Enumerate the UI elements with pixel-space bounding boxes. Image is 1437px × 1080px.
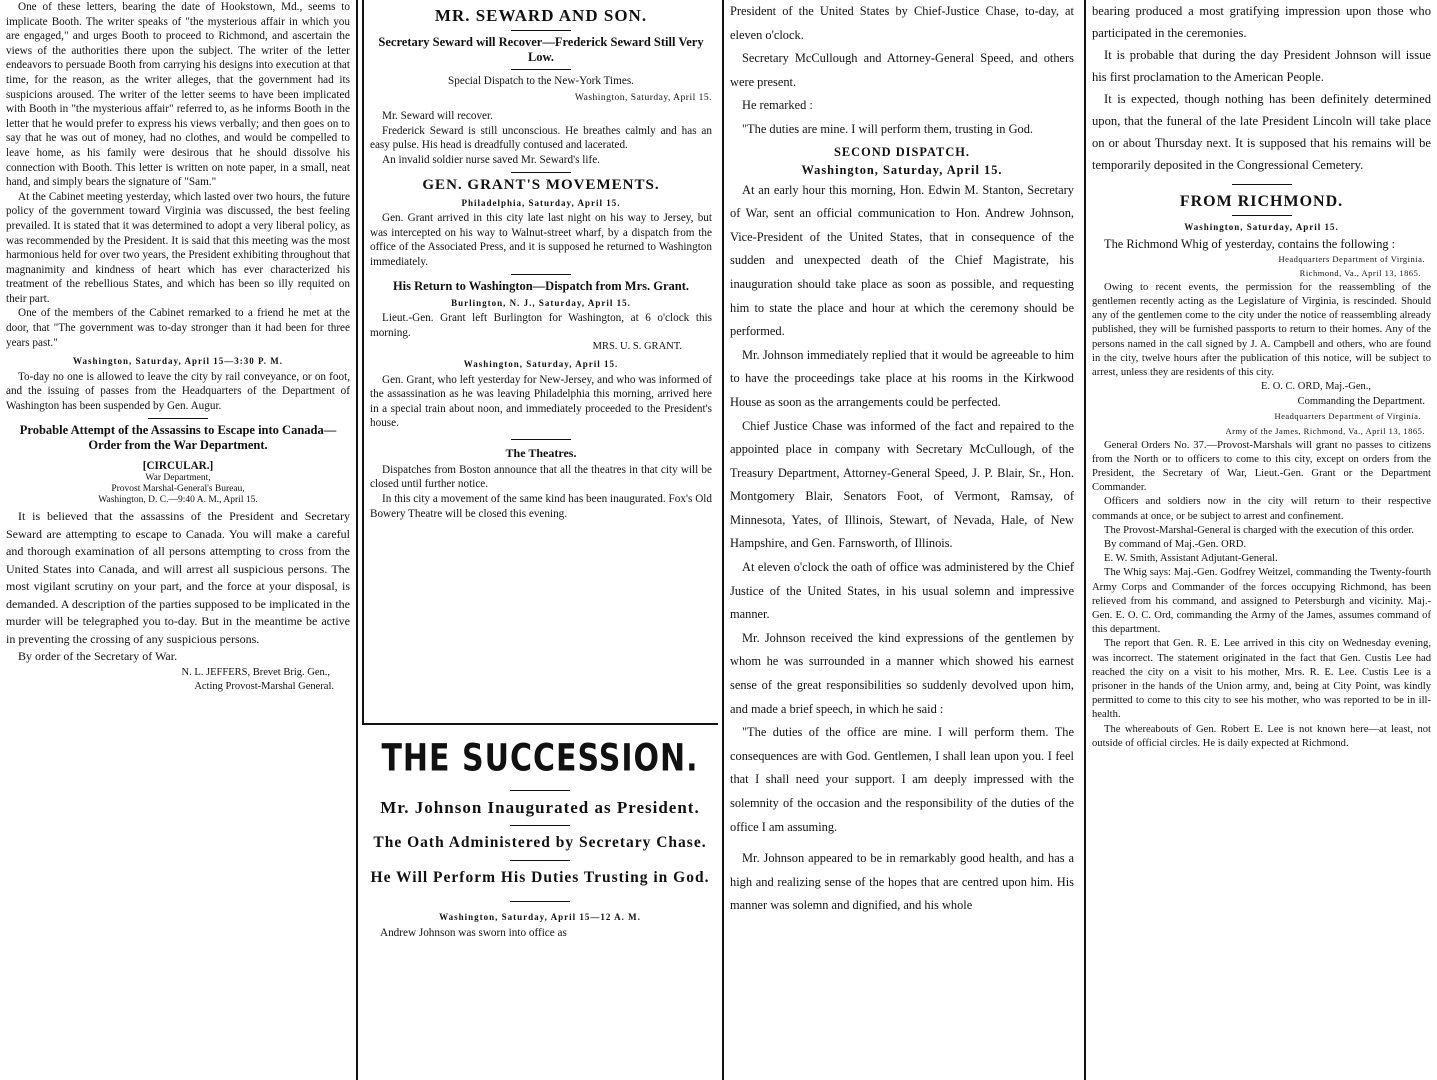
paragraph: It is probable that during the day President Johnson will issue his first proclamation to the American People. [1092, 48, 1431, 84]
deck: Mr. Johnson Inaugurated as President. [380, 798, 700, 817]
paragraph: It is expected, though nothing has been definitely determined upon, that the funeral of the late President Lincoln will take place on or about Thursday next. It is supposed that his remains will be temporarily deposited in the Congressional Cemetery. [1092, 92, 1431, 172]
dateline: Philadelphia, Saturday, April 15. [461, 197, 621, 208]
article-heading: Probable Attempt of the Assassins to Escape into Canada—Order from the War Department. [19, 422, 337, 452]
office-line: Provost Marshal-General's Bureau, [111, 484, 245, 495]
paragraph: Mr. Johnson appeared to be in remarkably good health, and has a high and realizing sense of the hopes that are centred upon him. His manner was solemn and dignified, and his whole [730, 851, 1074, 913]
paragraph: Mr. Johnson received the kind expressions of the gentlemen by whom he was surrounded in a manner which showed his earnest sense of the great responsibilities so suddenly devolved upon him, and made a brief speech, in which he said : [730, 630, 1074, 716]
signature: Acting Provost-Marshal General. [194, 681, 334, 693]
paragraph: Chief Justice Chase was informed of the fact and repaired to the appointed place in company with Secretary McCullough, of the Treasury Department, Attorney-General Speed, J. P. Blair, Sr., Hon. Montgomery Blair, Senators Foot, of Vermont, Ramsay, of Minnesota, Yates, of Illinois, Stewart, of Nevada, Hale, of New Hampshire, and Gen. Farnsworth, of Illinois. [730, 418, 1074, 551]
article-title: GEN. GRANT'S MOVEMENTS. [422, 176, 660, 193]
succession-article [362, 723, 718, 1080]
deck: The Oath Administered by Secretary Chase. [373, 834, 707, 851]
article-subhead: Secretary Seward will Recover—Frederick Seward Still Very Low. [378, 35, 704, 64]
hq-heading: Army of the James, Richmond, Va., April 13, 1865. [1225, 425, 1425, 436]
article-subhead: The Theatres. [505, 445, 577, 460]
signature: N. L. JEFFERS, Brevet Brig. Gen., [181, 666, 330, 678]
paragraph: Officers and soldiers now in the city will return to their respective commands at once, or be subject to arrest and confinement. [1092, 496, 1431, 522]
paragraph: By order of the Secretary of War. [18, 649, 178, 664]
signature: E. O. C. ORD, Maj.-Gen., [1261, 381, 1371, 393]
hq-heading: Richmond, Va., April 13, 1865. [1299, 268, 1421, 279]
paragraph: In this city a movement of the same kind has been inaugurated. Fox's Old Bowery Theatre will be closed this evening. [370, 493, 712, 520]
circular-label: [CIRCULAR.] [142, 459, 214, 472]
divider [148, 418, 208, 419]
paragraph: The Whig says: Maj.-Gen. Godfrey Weitzel, commanding the Twenty-fourth Army Corps and Commander of the forces occupying Richmond, has been relieved from his command, and assigned to Petersburgh and vicinity. Maj.-Gen. E. O. C. Ord, commanding the Army of the James, assumes command of this department. [1092, 567, 1431, 636]
article-title: MR. SEWARD AND SON. [434, 6, 648, 25]
paragraph: bearing produced a most gratifying impression upon those who participated in the ceremonies. [1092, 4, 1431, 40]
headline: THE SUCCESSION. [381, 736, 699, 781]
paragraph: The Provost-Marshal-General is charged with the execution of this order. [1104, 524, 1414, 536]
column-4 [1084, 0, 1437, 1080]
paragraph: At the Cabinet meeting yesterday, which lasted over two hours, the future policy of the government toward Virginia was discussed, the best feeling prevailed. It is stated that it was determined to adopt a very liberal policy, as was recommended by the President. It is said that this meeting was the most harmonious held for over two years, the President exhibiting throughout that magnanimity and kindness of heart which has ever characterized his treatment of the rebellious States, and which has been so illy requited on their part. [6, 190, 350, 305]
divider [510, 825, 570, 826]
paragraph: Owing to recent events, the permission for the reassembling of the gentlemen recently acting as the Legislature of Virginia, is rescinded. Should any of the gentlemen come to the city under the notice of reassembling already published, they will be furnished passports to return to their homes. Any of the persons named in the call signed by J. A. Campbell and others, who are found in the city, twelve hours after the publication of this notice, will be subject to arrest, unless they are residents of this city. [1092, 281, 1431, 378]
paragraph: "The duties of the office are mine. I will perform them. The consequences are with God. Gentlemen, I shall lean upon you. I feel that I shall need your support. I am deeply impressed with the solemnity of the occasion and the responsibility of the duties of the office I am assuming. [730, 725, 1074, 834]
paragraph: At eleven o'clock the oath of office was administered by the Chief Justice of the United States, in his usual solemn and impressive manner. [730, 560, 1074, 622]
signature: MRS. U. S. GRANT. [592, 341, 682, 353]
special-dispatch: Special Dispatch to the New-York Times. [448, 75, 634, 87]
paragraph: One of the members of the Cabinet remarked to a friend he met at the door, that "The government was to-day stronger than it had been for three years past." [6, 307, 350, 349]
divider [511, 439, 571, 440]
paragraph: Lieut.-Gen. Grant left Burlington for Washington, at 6 o'clock this morning. [370, 312, 712, 339]
article-subhead: His Return to Washington—Dispatch from Mrs. Grant. [392, 278, 690, 293]
divider [511, 172, 571, 173]
paragraph: Gen. Grant arrived in this city late last night on his way to Jersey, but was intercepted on his way to Walnut-street wharf, by a dispatch from the office of the Associated Press, and it is supposed he returned to Washington immediately. [370, 212, 712, 268]
signature: Commanding the Department. [1297, 395, 1425, 407]
dateline: Washington, Saturday, April 15. [801, 162, 1003, 177]
divider [510, 790, 570, 791]
column-1 [0, 0, 358, 1080]
paragraph: President of the United States by Chief-Justice Chase, to-day, at eleven o'clock. [730, 4, 1074, 42]
dateline: Washington, Saturday, April 15. [1184, 222, 1339, 232]
divider [511, 274, 571, 275]
paragraph: By command of Maj.-Gen. ORD. [1104, 539, 1247, 550]
dateline: Washington, Saturday, April 15. [463, 358, 619, 369]
divider [510, 860, 570, 861]
section-head: SECOND DISPATCH. [833, 144, 971, 159]
dateline: Washington, Saturday, April 15. [574, 92, 712, 103]
dateline: Washington, Saturday, April 15—12 A. M. [439, 912, 641, 922]
paragraph: To-day no one is allowed to leave the city by rail conveyance, or on foot, and the issuing of passes from the Headquarters of the Department of Washington has been suspended by Gen. Augur. [6, 370, 350, 413]
paragraph: Secretary McCullough and Attorney-General Speed, and others were present. [730, 51, 1074, 89]
divider [511, 30, 571, 31]
divider [1232, 184, 1292, 185]
dateline: Washington, Saturday, April 15—3:30 P. M. [73, 356, 283, 367]
paragraph: Andrew Johnson was sworn into office as [380, 926, 567, 939]
dateline: Burlington, N. J., Saturday, April 15. [451, 297, 631, 308]
paragraph: Mr. Johnson immediately replied that it would be agreeable to him to have the proceedings take place at his rooms in the Kirkwood House as soon as the arrangements could be perfected. [730, 347, 1074, 409]
article-title: FROM RICHMOND. [1179, 193, 1344, 210]
paragraph: E. W. Smith, Assistant Adjutant-General. [1104, 553, 1278, 565]
office-line: Washington, D. C.—9:40 A. M., April 15. [98, 495, 258, 506]
paragraph: The Richmond Whig of yesterday, contains the following : [1104, 236, 1396, 251]
paragraph: An invalid soldier nurse saved Mr. Seward's life. [382, 153, 600, 166]
paragraph: The whereabouts of Gen. Robert E. Lee is not known here—at least, not outside of official circles. He is daily expected at Richmond. [1092, 723, 1431, 749]
paragraph: General Orders No. 37.—Provost-Marshals will grant no passes to citizens from the North or to officers to come to this city, except on orders from the President, the Secretary of War, Lieut.-Gen. Grant or the Department Commander. [1092, 439, 1431, 494]
hq-heading: Headquarters Department of Virginia. [1278, 253, 1425, 264]
paragraph: The report that Gen. R. E. Lee arrived in this city on Wednesday evening, was incorrect. The statement originated in the fact that Gen. Custis Lee had reached the city on a visit to his mother, Mrs. R. E. Lee. Custis Lee is a prisoner in the hands of the Union army, and, being at City Point, was kindly permitted to come to this city to see his mother, who was reported to be in ill-health. [1092, 638, 1431, 721]
paragraph: Gen. Grant, who left yesterday for New-Jersey, and who was informed of the assassination as he was leaving Philadelphia this morning, arrived here in a special train about noon, and immediately proceeded to the President's house. [370, 373, 712, 430]
divider [1232, 215, 1292, 216]
paragraph: One of these letters, bearing the date of Hookstown, Md., seems to implicate Booth. The writer speaks of "the mysterious affair in which you are engaged," and urges Booth to proceed to Richmond, and ascertain the views of the authorities there upon the subject. The writer of the letter endeavors to persuade Booth from carrying his designs into execution at that time, for the reason, as the writer alleges, that the government had its suspicions aroused. The writer of the letter seems to have been implicated with Booth in "the mysterious affair" referred to, as he informs Booth in the letter that he would prefer to express his views verbally; and then goes on to say that he was out of money, had no clothes, and would be compelled to leave home, as his family were desirous that he should dissolve his connection with Booth. This letter is written on note paper, in a small, neat hand, and simply bears the signature of "Sam." [6, 1, 350, 189]
divider [511, 69, 571, 70]
paragraph: Frederick Seward is still unconscious. He breathes calmly and has an easy pulse. His head is dreadfully contused and lacerated. [370, 124, 712, 152]
paragraph: Dispatches from Boston announce that all the theatres in that city will be closed until further notice. [370, 463, 712, 491]
divider [510, 901, 570, 902]
office-line: War Department, [145, 473, 211, 484]
paragraph: At an early hour this morning, Hon. Edwin M. Stanton, Secretary of War, sent an official communication to Hon. Andrew Johnson, Vice-President of the United States, that in consequence of the sudden and unexpected death of the Chief Magistrate, his inauguration should take place as soon as possible, and requesting him to state the place and hour at which the ceremony should be performed. [730, 182, 1074, 339]
paragraph: Mr. Seward will recover. [382, 110, 493, 123]
deck: He Will Perform His Duties Trusting in God. [370, 869, 710, 886]
paragraph: It is believed that the assassins of the President and Secretary Seward are attempting to escape to Canada. You will make a careful and thorough examination of all persons attempting to cross from the United States into Canada, and will arrest all suspicious persons. The most vigilant scrutiny on your part, and the force at your disposal, is demanded. A description of the parties supposed to be implicated in the murder will be telegraphed you to-day. But in the meantime be active in preventing the crossing of any suspicious persons. [6, 509, 350, 646]
hq-heading: Headquarters Department of Virginia. [1274, 411, 1421, 422]
paragraph: "The duties are mine. I will perform them, trusting in God. [742, 121, 1034, 136]
column-3 [722, 0, 1080, 1080]
paragraph: He remarked : [742, 98, 813, 113]
